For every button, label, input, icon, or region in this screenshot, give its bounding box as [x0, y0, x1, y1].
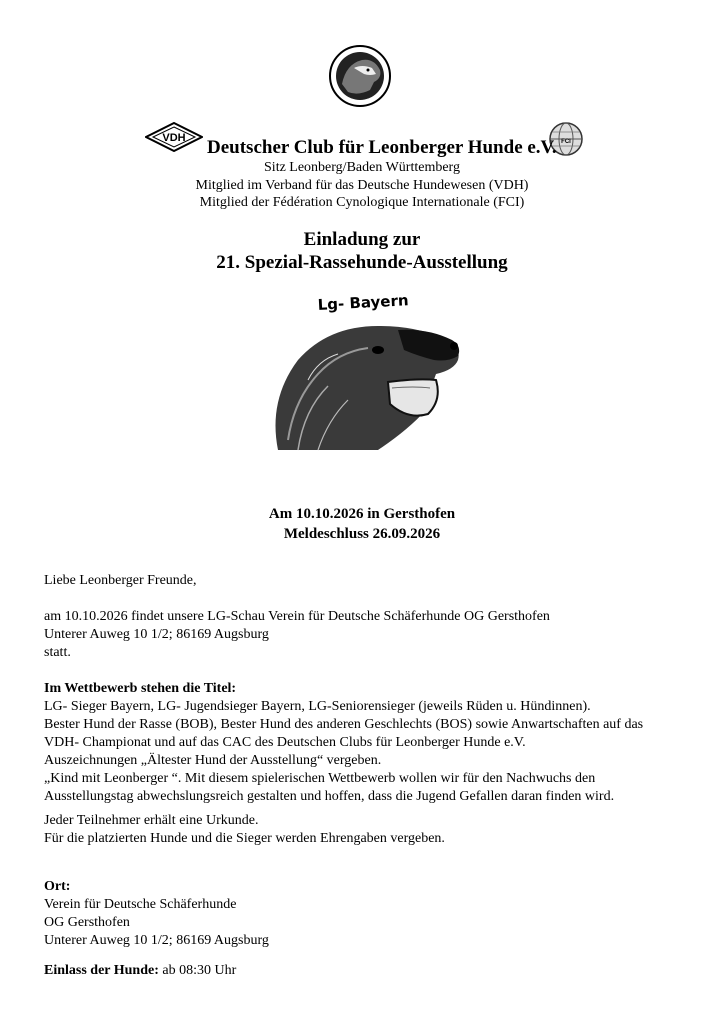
venue-line: OG Gersthofen — [44, 915, 130, 930]
admission-label: Einlass der Hunde: — [44, 963, 159, 978]
svg-text:FCI: FCI — [561, 139, 571, 145]
club-emblem-icon — [328, 44, 392, 108]
greeting-text: Liebe Leonberger Freunde, — [44, 573, 197, 588]
intro-line: am 10.10.2026 findet unsere LG-Schau Verein für Deutsche Schäferhunde OG Gersthofen — [44, 609, 550, 624]
letter-greeting — [44, 572, 704, 590]
show-title: 21. Spezial-Rassehunde-Ausstellung — [216, 252, 508, 273]
fci-membership: Mitglied der Fédération Cynologique Internationale (FCI) — [199, 195, 525, 210]
venue-block — [44, 878, 704, 950]
leonberger-illustration — [258, 290, 470, 458]
registration-deadline: Meldeschluss 26.09.2026 — [283, 526, 441, 542]
certificate-paragraph — [44, 812, 704, 848]
titles-line: Bester Hund der Rasse (BOB), Bester Hund des anderen Geschlechts (BOS) sowie Anwartschaften auf das — [44, 717, 644, 732]
club-seat: Sitz Leonberg/Baden Württemberg — [264, 160, 460, 175]
admission-line — [44, 962, 704, 980]
certificate-line: Für die platzierten Hunde und die Sieger werden Ehrengaben vergeben. — [44, 831, 445, 846]
club-name: Deutscher Club für Leonberger Hunde e.V. — [207, 137, 557, 158]
svg-text:VDH: VDH — [162, 132, 186, 144]
titles-line: Ausstellungstag abwechslungsreich gestalten und hoffen, dass die Jugend Gefallen daran finden wird. — [44, 789, 615, 804]
venue-heading: Ort: — [44, 879, 71, 894]
certificate-line: Jeder Teilnehmer erhält eine Urkunde. — [44, 813, 259, 828]
titles-line: Auszeichnungen „Ältester Hund der Ausstellung“ vergeben. — [44, 753, 382, 768]
titles-paragraph — [44, 680, 704, 806]
venue-line: Unterer Auweg 10 1/2; 86169 Augsburg — [44, 933, 269, 948]
admission-time: ab 08:30 Uhr — [158, 963, 237, 978]
titles-line: LG- Sieger Bayern, LG- Jugendsieger Bayern, LG-Seniorensieger (jeweils Rüden u. Hündinnen). — [44, 699, 591, 714]
intro-line: statt. — [44, 645, 71, 660]
intro-paragraph — [44, 608, 704, 662]
titles-heading: Im Wettbewerb stehen die Titel: — [44, 681, 237, 696]
intro-line: Unterer Auweg 10 1/2; 86169 Augsburg — [44, 627, 269, 642]
illustration-caption: Lg- Bayern — [317, 291, 409, 314]
titles-line: VDH- Championat und auf das CAC des Deutschen Clubs für Leonberger Hunde e.V. — [44, 735, 526, 750]
titles-line: „Kind mit Leonberger “. Mit diesem spielerischen Wettbewerb wollen wir für den Nachwuchs den — [44, 771, 596, 786]
event-date: Am 10.10.2026 in Gersthofen — [268, 506, 456, 522]
invitation-title: Einladung zur — [303, 229, 421, 250]
vdh-logo-icon — [145, 122, 203, 152]
vdh-membership: Mitglied im Verband für das Deutsche Hundewesen (VDH) — [195, 178, 529, 193]
venue-line: Verein für Deutsche Schäferhunde — [44, 897, 237, 912]
